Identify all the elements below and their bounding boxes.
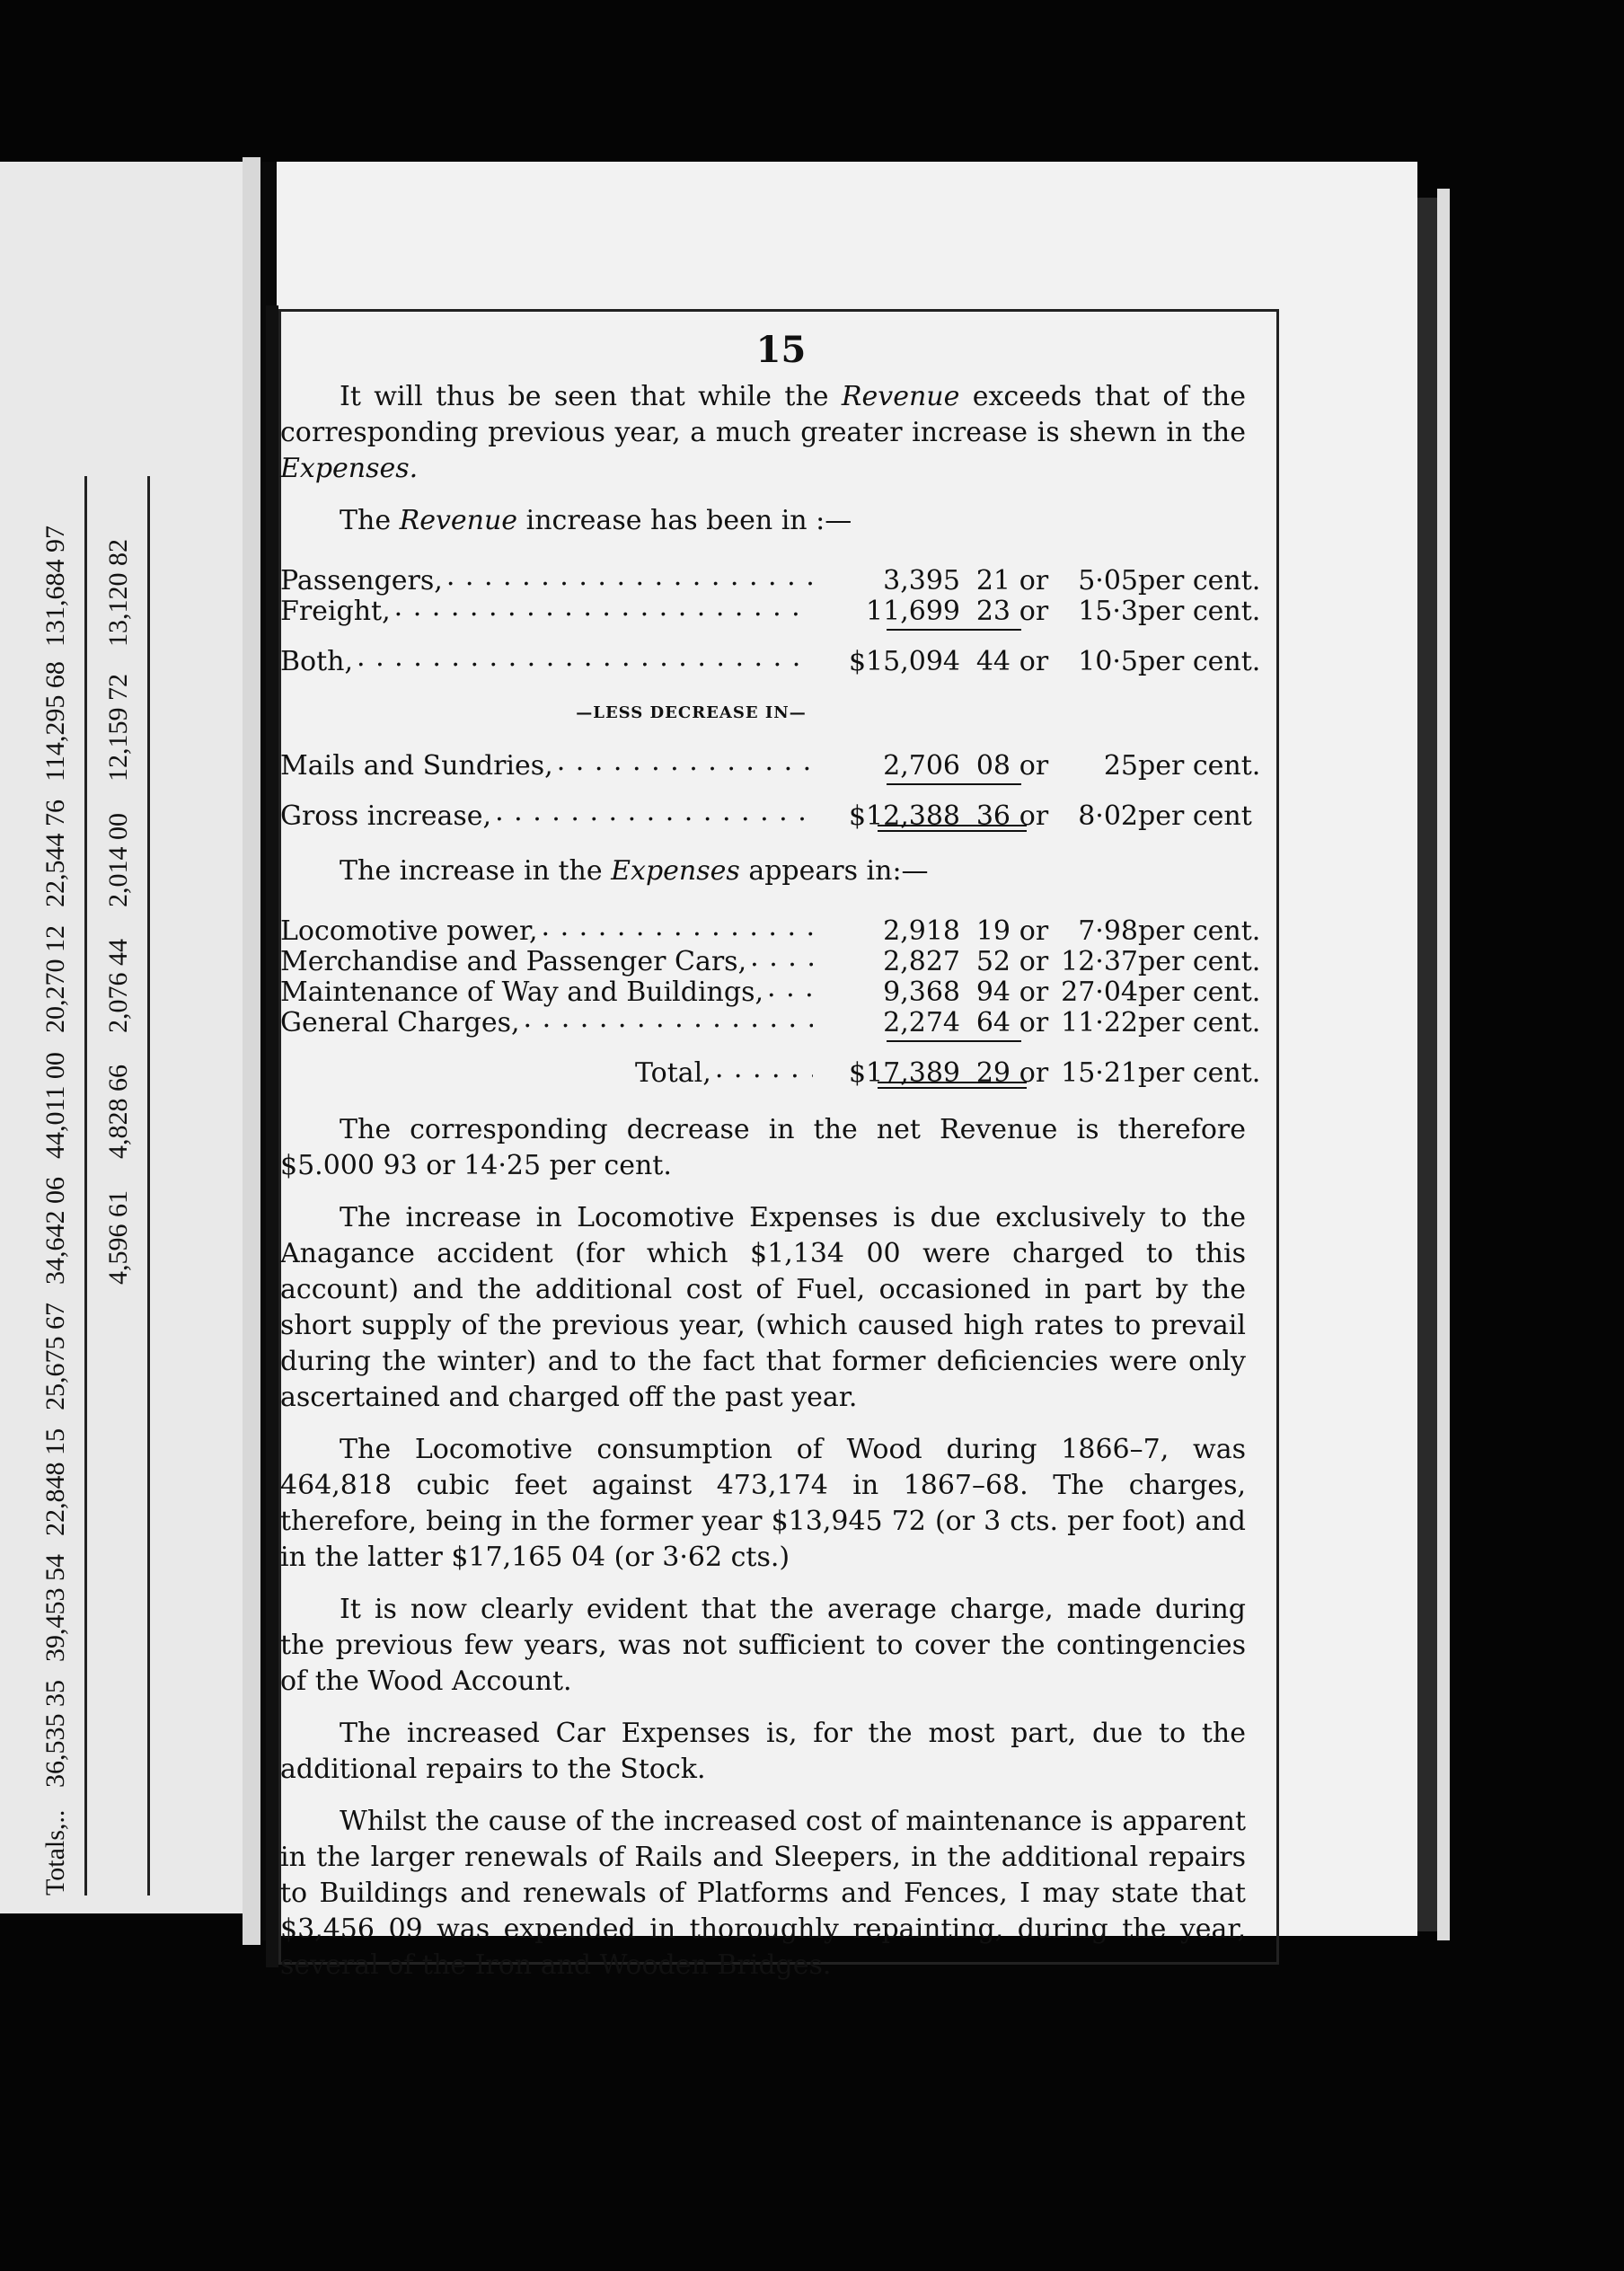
paragraph-net-revenue: The corresponding decrease in the net Revenue is therefore $5.000 93 or 14·25 per cent. xyxy=(280,1114,1246,1181)
paragraph-maintenance: Whilst the cause of the increased cost of maintenance is apparent in the larger renewals of Rails and Sleepers, in the additional repairs to Buildings and renewals of Platforms and Fences, I may state that $3,456 09 was expended in thoroughly repainting, during the year, several of the Iron and Wooden Bridges. xyxy=(280,1806,1246,1981)
leader-dots xyxy=(495,794,813,825)
italic-revenue: Revenue xyxy=(841,381,960,412)
italic-revenue: Revenue xyxy=(399,505,518,536)
table-cell: 12,159 72 xyxy=(103,674,133,782)
ledger-row-both xyxy=(280,640,1261,677)
leader-dots xyxy=(750,940,813,970)
row-amount: 11,699 xyxy=(866,596,960,627)
row-cents: 44 xyxy=(975,646,1011,677)
row-per-cent: per cent. xyxy=(1138,976,1261,1008)
row-or: or xyxy=(1019,565,1049,596)
row-per-cent: per cent. xyxy=(1138,565,1261,596)
table-cell: 22,544 76 xyxy=(40,800,70,907)
spacer xyxy=(280,1042,1246,1051)
leader-dots xyxy=(394,589,813,620)
row-label: Freight, xyxy=(280,596,391,627)
row-cents: 23 xyxy=(975,596,1011,627)
expenses-heading xyxy=(280,853,1246,889)
row-label: Merchandise and Passenger Cars, xyxy=(280,946,747,977)
row-label: Mails and Sundries, xyxy=(280,750,553,782)
page-edge xyxy=(1437,189,1450,1940)
table-row xyxy=(27,476,87,1895)
row-cents: 19 xyxy=(975,915,1011,947)
row-per-cent: per cent. xyxy=(1138,596,1261,627)
row-per-cent: per cent. xyxy=(1138,1057,1261,1089)
row-percent: 5·05 xyxy=(1078,565,1138,596)
table-cell: 4,596 61 xyxy=(103,1190,133,1285)
row-or: or xyxy=(1019,946,1049,977)
table-cell: 22,848 15 xyxy=(40,1428,70,1536)
ledger-row-gross xyxy=(280,794,1252,832)
text-span: The xyxy=(340,505,400,536)
paragraph-evident: It is now clearly evident that the average charge, made during the previous few years, was not sufficient to cover the contingencies of the Wood Account. xyxy=(280,1594,1246,1697)
row-or: or xyxy=(1019,915,1049,947)
row-percent: 10·5 xyxy=(1078,646,1138,677)
leader-dots xyxy=(715,1051,813,1082)
table-cell: 131,684 97 xyxy=(40,526,70,647)
row-amount: 2,274 xyxy=(883,1007,960,1038)
italic-expenses: Expenses xyxy=(611,855,740,887)
row-cents: 08 xyxy=(975,750,1011,782)
row-per-cent: per cent. xyxy=(1138,750,1261,782)
text-span: It will thus be seen that while the xyxy=(340,381,842,412)
row-or: or xyxy=(1019,800,1049,832)
table-cell: 2,014 00 xyxy=(103,813,133,907)
page-content xyxy=(280,329,1261,1984)
text-span: appears in:— xyxy=(739,855,929,887)
table-cell: Totals,.. xyxy=(40,1809,70,1895)
paragraph-car: The increased Car Expenses is, for the most part, due to the additional repairs to the Stock. xyxy=(280,1718,1246,1785)
row-cents: 29 xyxy=(975,1057,1011,1089)
revenue-ledger xyxy=(280,559,1261,832)
leader-dots xyxy=(524,1001,813,1031)
intro-paragraph xyxy=(280,379,1246,487)
ledger-row xyxy=(280,559,1261,596)
row-or: or xyxy=(1019,596,1049,627)
ledger-row xyxy=(280,589,1261,627)
row-amount: 2,706 xyxy=(883,750,960,782)
ledger-row xyxy=(280,909,1261,947)
row-percent: 7·98 xyxy=(1078,915,1138,947)
row-percent: 27·04 xyxy=(1061,976,1138,1008)
table-cell: 13,120 82 xyxy=(103,539,133,647)
row-percent: 15·3 xyxy=(1078,596,1138,627)
leader-dots xyxy=(446,559,813,589)
row-percent: 11·22 xyxy=(1061,1007,1138,1038)
row-per-cent: per cent. xyxy=(1138,915,1261,947)
ledger-row xyxy=(280,970,1261,1008)
revenue-heading xyxy=(280,503,1246,539)
row-or: or xyxy=(1019,1007,1049,1038)
row-label: Total, xyxy=(635,1057,711,1089)
row-percent: 12·37 xyxy=(1061,946,1138,977)
row-per-cent: per cent. xyxy=(1138,946,1261,977)
leader-dots xyxy=(542,909,813,940)
ledger-row-total xyxy=(280,1051,1261,1089)
row-percent: 25 xyxy=(1103,750,1138,782)
row-label: Locomotive power, xyxy=(280,915,538,947)
row-or: or xyxy=(1019,750,1049,782)
row-or: or xyxy=(1019,646,1049,677)
row-percent: 8·02 xyxy=(1078,800,1138,832)
table-row xyxy=(90,476,150,1895)
row-amount: $17,389 xyxy=(848,1057,960,1089)
text-span: exceeds that of the corresponding previous year, a much greater increase is shewn in the xyxy=(280,381,1247,448)
row-cents: 36 xyxy=(975,800,1011,832)
leader-dots xyxy=(357,640,813,670)
row-amount: 2,918 xyxy=(883,915,960,947)
frame-left-rule xyxy=(266,305,278,1967)
table-cell: 36,535 35 xyxy=(40,1680,70,1788)
row-label: General Charges, xyxy=(280,1007,520,1038)
table-cell: 114,295 68 xyxy=(40,661,70,782)
text-span: The increase in the xyxy=(340,855,612,887)
spacer xyxy=(280,631,1246,640)
row-label: Passengers, xyxy=(280,565,443,596)
row-amount: $12,388 xyxy=(848,800,960,832)
table-cell: 39,453 54 xyxy=(40,1554,70,1662)
row-per-cent: per cent. xyxy=(1138,1007,1261,1038)
expenses-ledger xyxy=(280,909,1261,1089)
table-cell: 25,675 67 xyxy=(40,1303,70,1410)
less-decrease-heading: —LESS DECREASE IN— xyxy=(576,703,807,722)
row-amount: 9,368 xyxy=(883,976,960,1008)
row-cents: 52 xyxy=(975,946,1011,977)
row-or: or xyxy=(1019,1057,1049,1089)
text-span: increase has been in :— xyxy=(517,505,852,536)
table-cell: 20,270 12 xyxy=(40,925,70,1033)
binding-strip xyxy=(243,157,260,1945)
spacer xyxy=(280,539,1246,559)
row-percent: 15·21 xyxy=(1061,1057,1138,1089)
row-label: Gross increase, xyxy=(280,800,492,832)
spacer xyxy=(280,889,1246,909)
row-per-cent: per cent. xyxy=(1138,646,1261,677)
row-cents: 94 xyxy=(975,976,1011,1008)
row-label: Both, xyxy=(280,646,354,677)
ledger-row xyxy=(280,1001,1261,1038)
row-label: Maintenance of Way and Buildings, xyxy=(280,976,764,1008)
paragraph-locomotive: The increase in Locomotive Expenses is due exclusively to the Anagance accident (for which $1,134 00 were charged to this account) and the additional cost of Fuel, occasioned in part by the short supply of the previous year, (which caused high rates to prevail during the winter) and to the fact that former deficiencies were only ascertained and charged off the past year. xyxy=(280,1202,1246,1413)
table-cell: 34,642 06 xyxy=(40,1177,70,1285)
leader-dots xyxy=(767,970,813,1001)
table-cell: 4,828 66 xyxy=(103,1065,133,1159)
leader-dots xyxy=(557,744,813,774)
row-cents: 64 xyxy=(975,1007,1011,1038)
spacer xyxy=(280,785,1246,794)
table-cell: 2,076 44 xyxy=(103,939,133,1033)
paragraph-wood: The Locomotive consumption of Wood during 1866–7, was 464,818 cubic feet against 473,174 in 1867–68. The charges, therefore, being in the former year $13,945 72 (or 3 cts. per foot) and in the latter $17,165 04 (or 3·62 cts.) xyxy=(280,1434,1246,1573)
ledger-row xyxy=(280,940,1261,977)
row-or: or xyxy=(1019,976,1049,1008)
row-per-cent: per cent xyxy=(1138,800,1252,832)
table-cell: 44,011 00 xyxy=(40,1052,70,1159)
left-page xyxy=(0,162,243,1913)
page-edge-shadow xyxy=(1417,198,1437,1931)
rotated-totals-table xyxy=(9,476,243,1895)
page-number: 15 xyxy=(755,329,807,371)
row-amount: 3,395 xyxy=(883,565,960,596)
row-cents: 21 xyxy=(975,565,1011,596)
row-amount: $15,094 xyxy=(848,646,960,677)
ledger-row-mails xyxy=(280,744,1261,782)
italic-expenses: Expenses. xyxy=(280,453,419,484)
row-amount: 2,827 xyxy=(883,946,960,977)
